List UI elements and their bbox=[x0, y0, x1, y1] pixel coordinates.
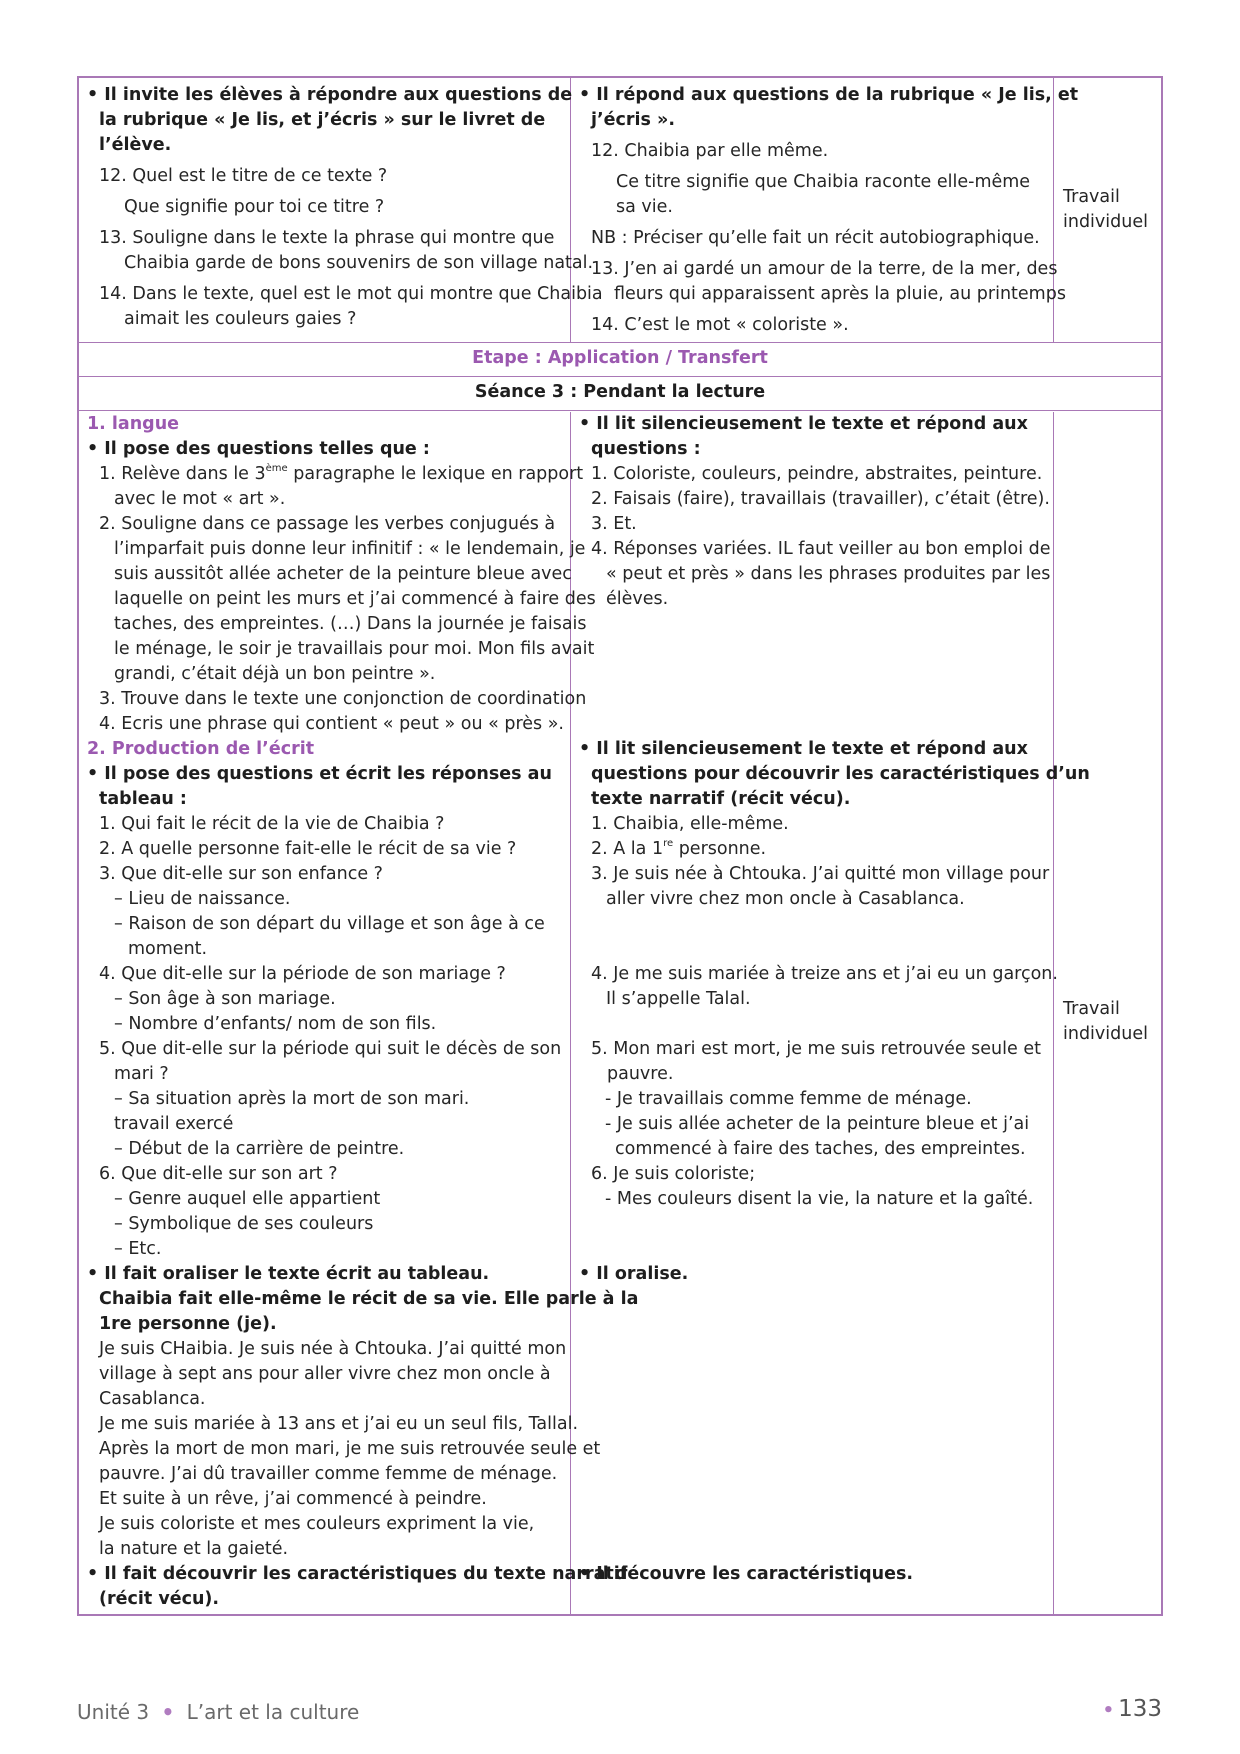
teacher-cell: 1. langue • Il pose des questions telles que : 1. Relève dans le 3ème paragraphe le lexique en rapport avec le mot « art ». 2. Souligne dans ce passage les verbes conjugués à l’imparfait puis donne leur infinitif : « le lendemain, je suis aussitôt allée acheter de la peinture bleue avec laquelle on peint les murs et j’ai commencé à faire des taches, des empreintes. (…) Dans la journée je faisais le ménage, le soir je travaillais pour moi. Mon fils avait grandi, c’était déjà un bon peintre ». 3. Trouve dans le texte une conjonction de coordination 4. Ecris une phrase qui contient « peut » ou « près ». 2. Production de l’écrit • Il pose des questions et écrit les réponses au tableau : 1. Qui fait le récit de la vie de Chaibia ? 2. A quelle personne fait-elle le récit de sa vie ? 3. Que dit-elle sur son enfance ? – Lieu de naissance. – Raison de son départ du village et son âge à ce moment. 4. Que dit-elle sur la période de son mariage ? – Son âge à son mariage. – Nombre d’enfants/ nom de son fils. 5. Que dit-elle sur la période qui suit le décès de son mari ? – Sa situation après la mort de son mari. travail exercé – Début de la carrière de peintre. 6. Que dit-elle sur son art ? – Genre auquel elle appartient – Symbolique de ses couleurs – Etc. • Il fait oraliser le texte écrit au tableau. Chaibia fait elle-même le récit de sa vie. Elle parle à la 1re personne (je). Je suis CHaibia. Je suis née à Chtouka. J’ai quitté mon village à sept ans pour aller vivre chez mon oncle à Casablanca. Je me suis mariée à 13 ans et j’ai eu un seul fils, Tallal. Après la mort de mon mari, je me suis retrouvée seule et pauvre. J’ai dû travailler comme femme de ménage. Et suite à un rêve, j’ai commencé à peindre. Je suis coloriste et mes couleurs expriment la vie, la nature et la gaieté. • Il fait découvrir les caractéristiques du texte narratif (récit vécu). bbox=[87, 414, 639, 1609]
page-number: • 133 bbox=[1102, 1696, 1162, 1722]
seance-row bbox=[79, 378, 1161, 410]
row-seance-3 bbox=[79, 412, 1161, 1614]
seance-title: Séance 3 : Pendant la lecture bbox=[474, 382, 766, 402]
lesson-table bbox=[77, 76, 1163, 1616]
langue-question-4: 4. Ecris une phrase qui contient « peut » ou « près ». bbox=[99, 714, 564, 734]
question-14: 14. Dans le texte, quel est le mot qui montre que Chaibia bbox=[99, 284, 603, 304]
section-heading-langue: 1. langue bbox=[87, 414, 180, 434]
student-instruction: • Il répond aux questions de la rubrique « Je lis, et bbox=[579, 85, 1079, 105]
footer-unit: Unité 3 • L’art et la culture bbox=[77, 1700, 360, 1724]
langue-question-2: 2. Souligne dans ce passage les verbes conjugués à bbox=[99, 514, 556, 534]
row-je-lis-je-ecris bbox=[79, 78, 1161, 342]
teacher-cell: • Il invite les élèves à répondre aux questions de la rubrique « Je lis, et j’écris » sur le livret de l’élève. 12. Quel est le titre de ce texte ? Que signifie pour toi ce titre ? 13. Souligne dans le texte la phrase qui montre que Chaibia garde de bons souvenirs de son village natal. 14. Dans le texte, quel est le mot qui montre que Chaibia aimait les couleurs gaies ? bbox=[87, 85, 603, 329]
mode-cell: Travail individuel bbox=[1063, 187, 1148, 232]
mode-label: Travail bbox=[1063, 999, 1120, 1019]
answer-12: 12. Chaibia par elle même. bbox=[591, 141, 829, 161]
answer-14: 14. C’est le mot « coloriste ». bbox=[591, 315, 849, 335]
teacher-instruction: • Il invite les élèves à répondre aux questions de bbox=[87, 85, 573, 105]
langue-question-3: 3. Trouve dans le texte une conjonction de coordination bbox=[99, 689, 587, 709]
langue-question-1: 1. Relève dans le 3ème paragraphe le lexique en rapport bbox=[99, 463, 584, 484]
etape-title: Etape : Application / Transfert bbox=[472, 348, 768, 368]
mode-cell: Travail individuel bbox=[1063, 999, 1148, 1044]
etape-row bbox=[79, 344, 1161, 376]
student-cell: • Il répond aux questions de la rubrique « Je lis, et j’écris ». 12. Chaibia par elle même. Ce titre signifie que Chaibia raconte elle-même sa vie. NB : Préciser qu’elle fait un récit autobiographique. 13. J’en ai gardé un amour de la terre, de la mer, des fleurs qui apparaissent après la pluie, au printemps 14. C’est le mot « coloriste ». bbox=[572, 78, 1053, 342]
question-12: 12. Quel est le titre de ce texte ? bbox=[99, 166, 388, 186]
section-heading-production: 2. Production de l’écrit bbox=[87, 739, 315, 759]
nb-note: NB : Préciser qu’elle fait un récit autobiographique. bbox=[591, 228, 1040, 248]
answer-13: 13. J’en ai gardé un amour de la terre, de la mer, des bbox=[591, 259, 1058, 279]
board-text: Je suis CHaibia. Je suis née à Chtouka. J’ai quitté mon bbox=[99, 1339, 567, 1359]
mode-label: Travail bbox=[1063, 187, 1120, 207]
student-cell: • Il lit silencieusement le texte et répond aux questions : 1. Coloriste, couleurs, peindre, abstraites, peinture. 2. Faisais (faire), travaillais (travailler), c’était (être). 3. Et. 4. Réponses variées. IL faut veiller au bon emploi de « peut et près » dans les phrases produites par les élèves. • Il lit silencieusement le texte et répond aux questions pour découvrir les caractéristiques d’un texte narratif (récit vécu). 1. Chaibia, elle-même. 2. A la 1re personne. 3. Je suis née à Chtouka. J’ai quitté mon village pour aller vivre chez mon oncle à Casablanca. 4. Je me suis mariée à treize ans et j’ai eu un garçon. Il s’appelle Talal. 5. Mon mari est mort, je me suis retrouvée seule et pauvre. - Je travaillais comme femme de ménage. - Je suis allée acheter de la peinture bleue et j’ai commencé à faire des taches, des empreintes. 6. Je suis coloriste; - Mes couleurs disent la vie, la nature et la gaîté. • Il oralise. • Il découvre les caractéristiques. bbox=[579, 414, 1090, 1584]
question-13: 13. Souligne dans le texte la phrase qui montre que bbox=[99, 228, 555, 248]
